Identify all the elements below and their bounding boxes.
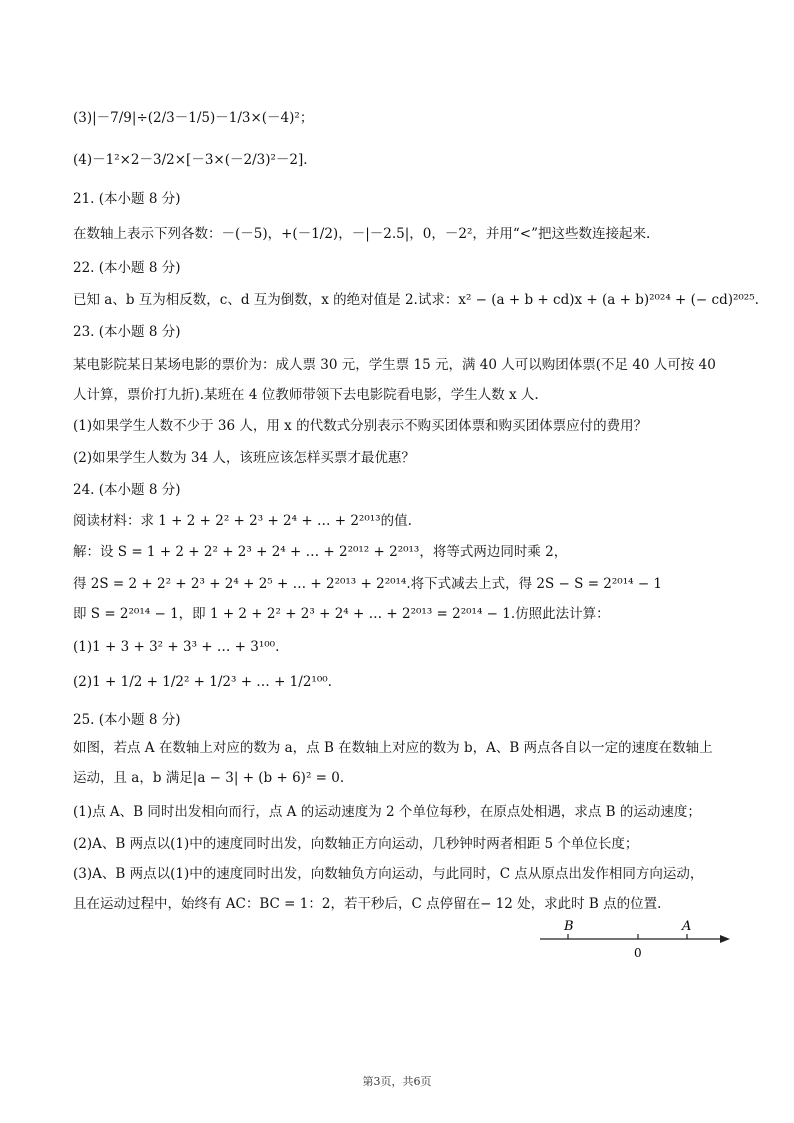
- q25-part3-line2: 且在运动过程中，始终有 AC：BC = 1：2，若干秒后，C 点停留在− 12 处，求此时 B 点的位置.: [73, 896, 662, 912]
- number-line-arrow: [720, 935, 730, 943]
- q23-text-line1: 某电影院某日某场电影的票价为：成人票 30 元，学生票 15 元，满 40 人可以购团体票(不足 40 人可按 40: [73, 357, 716, 373]
- q23-text-line2: 人计算，票价打九折).某班在 4 位教师带领下去电影院看电影，学生人数 x 人.: [73, 387, 539, 403]
- q22-text: 已知 a、b 互为相反数，c、d 互为倒数，x 的绝对值是 2.试求：x² − (a + b + cd)x + (a + b)²⁰²⁴ + (− cd)²⁰²⁵.: [73, 292, 759, 308]
- label-origin: 0: [634, 946, 642, 960]
- q21-text: 在数轴上表示下列各数：－(－5)，+(－1/2)，－|－2.5|，0，－2²，并用“<”把这些数连接起来.: [73, 226, 651, 242]
- q23-heading: 23. (本小题 8 分): [73, 324, 181, 340]
- q25-text-line1: 如图，若点 A 在数轴上对应的数为 a，点 B 在数轴上对应的数为 b，A、B 两点各自以一定的速度在数轴上: [73, 740, 713, 756]
- q25-text-line2: 运动，且 a，b 满足|a − 3| + (b + 6)² = 0.: [73, 770, 345, 786]
- q22-heading: 22. (本小题 8 分): [73, 260, 181, 276]
- q24-part1: (1)1 + 3 + 3² + 3³ + … + 3¹⁰⁰.: [73, 639, 280, 655]
- page-footer: 第3页，共6页: [362, 1075, 432, 1088]
- q24-heading: 24. (本小题 8 分): [73, 482, 181, 498]
- q25-part2: (2)A、B 两点以(1)中的速度同时出发，向数轴正方向运动，几秒钟时两者相距 5 个单位长度；: [73, 836, 639, 852]
- q24-solution-line3: 即 S = 2²⁰¹⁴ − 1，即 1 + 2 + 2² + 2³ + 2⁴ + … + 2²⁰¹³ = 2²⁰¹⁴ − 1.仿照此法计算：: [73, 606, 610, 622]
- q23-part2: (2)如果学生人数为 34 人，该班应该怎样买票才最优惠？: [73, 450, 415, 466]
- label-b: B: [564, 919, 574, 934]
- label-a: A: [682, 919, 692, 934]
- q24-solution-line1: 解：设 S = 1 + 2 + 2² + 2³ + 2⁴ + … + 2²⁰¹² + 2²⁰¹³，将等式两边同时乘 2，: [73, 544, 568, 560]
- number-line-figure: [540, 916, 740, 964]
- q25-part1: (1)点 A、B 同时出发相向而行，点 A 的运动速度为 2 个单位每秒，在原点处相遇，求点 B 的运动速度；: [73, 804, 701, 820]
- q24-part2: (2)1 + 1/2 + 1/2² + 1/2³ + … + 1/2¹⁰⁰.: [73, 674, 332, 690]
- q20-part4: (4)－1²×2－3/2×[－3×(－2/3)²－2].: [73, 152, 308, 168]
- q25-part3-line1: (3)A、B 两点以(1)中的速度同时出发，向数轴负方向运动，与此同时，C 点从原点出发作相同方向运动，: [73, 866, 704, 882]
- q23-part1: (1)如果学生人数不少于 36 人，用 x 的代数式分别表示不购买团体票和购买团体票应付的费用？: [73, 418, 648, 434]
- q24-material: 阅读材料：求 1 + 2 + 2² + 2³ + 2⁴ + … + 2²⁰¹³的值.: [73, 513, 412, 529]
- q24-solution-line2: 得 2S = 2 + 2² + 2³ + 2⁴ + 2⁵ + … + 2²⁰¹³ + 2²⁰¹⁴.将下式减去上式，得 2S − S = 2²⁰¹⁴ − 1: [73, 576, 663, 592]
- q21-heading: 21. (本小题 8 分): [73, 191, 181, 207]
- q20-part3: (3)|－7/9|÷(2/3－1/5)－1/3×(－4)²；: [73, 110, 314, 126]
- q25-heading: 25. (本小题 8 分): [73, 712, 181, 728]
